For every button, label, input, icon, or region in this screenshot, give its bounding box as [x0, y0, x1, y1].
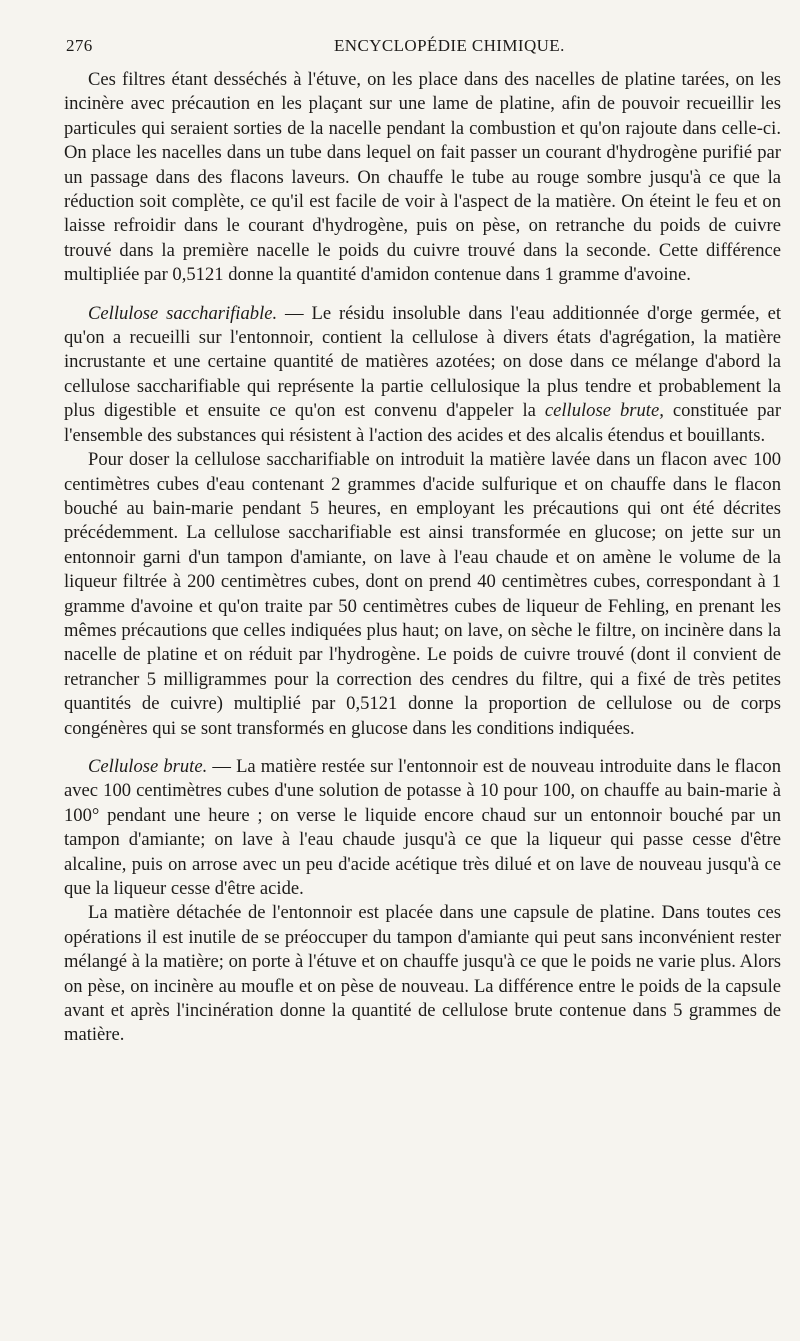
running-title: ENCYCLOPÉDIE CHIMIQUE. — [334, 36, 565, 55]
paragraph-cellulose-brute — [64, 755, 781, 901]
paragraph-cellulose-saccharifiable — [64, 302, 781, 448]
page-header — [66, 36, 770, 60]
page-number: 276 — [66, 36, 93, 55]
section-heading-cellulose-saccharifiable: Cellulose saccharifiable. — [88, 302, 278, 324]
paragraph-amidon-dosage: Ces filtres étant desséchés à l'étuve, on les place dans des nacelles de platine tarées, on les incinère avec précaution en les plaçant sur une lame de platine, afin de pouvoir recueillir les particules qui seraient sorties de la nacelle pendant la combustion et qu'on rajoute dans celle-ci. On place les nacelles dans un tube dans lequel on fait passer un courant d'hydrogène purifié par un passage dans des flacons laveurs. On chauffe le tube au rouge sombre jusqu'à ce que la réduction soit complète, ce qu'il est facile de voir à l'aspect de la matière. On éteint le feu et on laisse refroidir dans le courant d'hydrogène, puis on pèse, on retranche du poids de cuivre trouvé dans la première nacelle le poids du cuivre trouvé dans la seconde. Cette différence multipliée par 0,5121 donne la quantité d'amidon contenue dans 1 gramme d'avoine. — [64, 69, 781, 286]
paragraph-capsule-platine: La matière détachée de l'entonnoir est placée dans une capsule de platine. Dans toutes ces opérations il est inutile de se préoccuper du tampon d'amiante qui peut sans inconvénient rester mélangé à la matière; on porte à l'étuve et on chauffe jusqu'à ce que le poids ne varie plus. Alors on pèse, on incinère au moufle et on pèse de nouveau. La différence entre le poids de la capsule avant et après l'incinération donne la quantité de cellulose brute contenue dans 5 grammes de matière. — [64, 902, 781, 1046]
paragraph-text: — Le résidu insoluble dans l'eau additionnée d'orge germée, et qu'on a recueilli sur l'entonnoir, contient la cellulose à divers états d'agrégation, la matière incrustante et une certaine quantité de matières azotées; on dose dans ce mélange d'abord la cellulose saccharifiable qui représente la partie cellulosique la plus tendre et probablement la plus digestible et ensuite ce qu'on est convenu d'appeler la — [64, 302, 781, 422]
paragraph-dosage-procedure: Pour doser la cellulose saccharifiable on introduit la matière lavée dans un flacon avec 100 centimètres cubes d'eau contenant 2 grammes d'acide sulfurique et on chauffe dans le flacon bouché au bain-marie pendant 5 heures, en employant les précautions qui ont été décrites précédemment. La cellulose saccharifiable est ainsi transformée en glucose; on jette sur un entonnoir garni d'un tampon d'amiante, on lave à l'eau chaude et on amène le volume de la liqueur filtrée à 200 centimètres cubes, dont on prend 40 centimètres cubes, correspondant à 1 gramme d'avoine et qu'on traite par 50 centimètres cubes de liqueur de Fehling, en prenant les mêmes précautions que celles indiquées plus haut; on lave, on sèche le filtre, on incinère dans la nacelle de platine et on réduit par l'hydrogène. Le poids de cuivre trouvé (dont il convient de retrancher 5 milligrammes pour la correction des cendres du filtre, qui a fixé de très petites quantités de cuivre) multiplié par 0,5121 donne la proportion de cellulose ou de corps congénères qui se sont transformés en glucose dans les conditions indiquées. — [64, 449, 781, 739]
emphasis-cellulose-brute: cellulose brute, — [544, 400, 664, 422]
paragraph-text: — La matière restée sur l'entonnoir est de nouveau introduite dans le flacon avec 100 centimètres cubes d'une solution de potasse à 10 pour 100, on chauffe au bain-marie à 100° pendant une heure ; on verse le liquide encore chaud sur un entonnoir bouché par un tampon d'amiante; on lave à l'eau chaude jusqu'à ce que la liqueur qui passe cesse d'être alcaline, puis on arrose avec un peu d'acide acétique très dilué et on lave de nouveau jusqu'à ce que la liqueur cesse d'être acide. — [64, 755, 781, 899]
paragraph-text-continued: constituée par l'ensemble des substances qui résistent à l'action des acides et des alcalis étendus et bouillants. — [64, 400, 782, 446]
section-heading-cellulose-brute: Cellulose brute. — [88, 755, 208, 777]
body-text — [64, 68, 781, 1048]
